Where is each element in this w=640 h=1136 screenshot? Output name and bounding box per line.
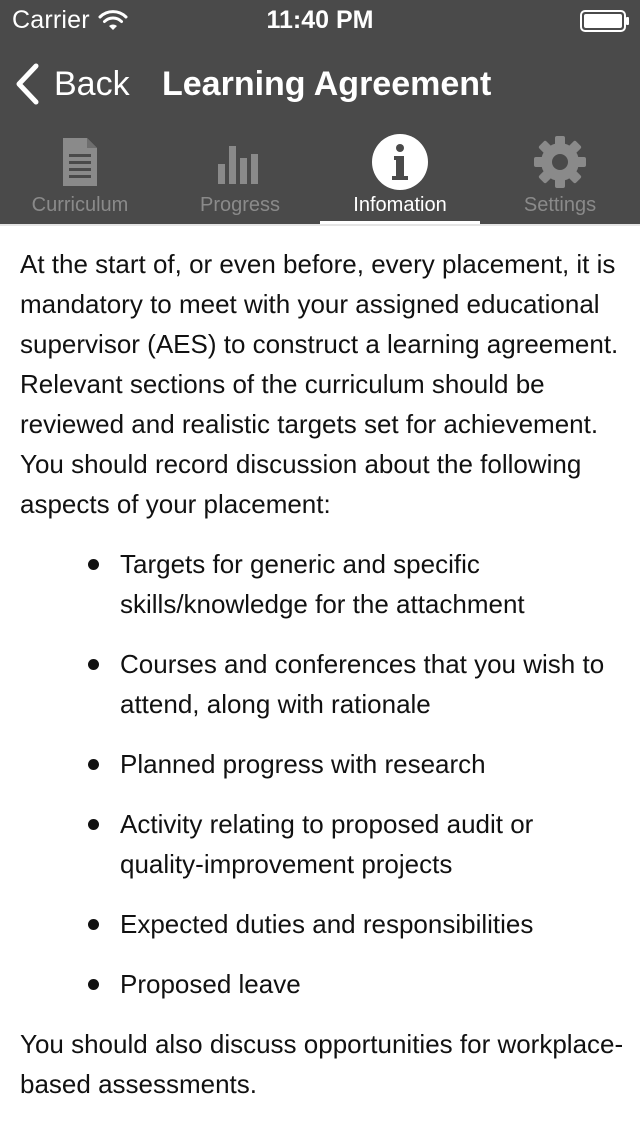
chevron-left-icon (14, 63, 40, 105)
information-content (20, 244, 624, 1104)
gear-icon (530, 132, 590, 192)
navigation-bar (0, 40, 640, 128)
tab-label: Curriculum (31, 194, 129, 216)
tab-bar (0, 128, 640, 224)
tab-label: Settings (523, 194, 597, 216)
list-item-text: Planned progress with research (120, 749, 486, 779)
page-title: Learning Agreement (162, 65, 492, 103)
tab-label: Infomation (353, 194, 447, 216)
tab-curriculum[interactable] (0, 128, 160, 224)
bar-chart-icon (210, 132, 270, 192)
status-time: 11:40 PM (266, 6, 374, 34)
bullet-icon (88, 979, 99, 990)
status-bar (0, 0, 640, 40)
info-icon (370, 132, 430, 192)
list-item (20, 804, 624, 904)
list-item (20, 744, 624, 804)
carrier-label: Carrier (12, 6, 90, 34)
list-item-text: Targets for generic and specific skills/knowledge for the attachment (120, 549, 525, 619)
bullet-icon (88, 559, 99, 570)
intro-paragraph: At the start of, or even before, every placement, it is mandatory to meet with your assigned educational supervisor (AES) to construct a learning agreement. Relevant sections of the curriculum should be reviewed and realistic targets set for achievement. You should record discussion about the following aspects of your placement: (20, 249, 619, 519)
list-item-text: Expected duties and responsibilities (120, 909, 534, 939)
bullet-icon (88, 819, 99, 830)
header-divider (0, 224, 640, 226)
battery-icon (580, 10, 630, 32)
tab-progress[interactable] (160, 128, 320, 224)
back-label: Back (54, 64, 130, 103)
outro-paragraph: You should also discuss opportunities for workplace-based assessments. (20, 1029, 624, 1099)
list-item-text: Activity relating to proposed audit or quality-improvement projects (120, 809, 534, 879)
document-icon (50, 132, 110, 192)
list-item (20, 904, 624, 964)
list-item (20, 964, 624, 1024)
tab-settings[interactable] (480, 128, 640, 224)
header (0, 0, 640, 224)
list-item (20, 544, 624, 644)
back-button[interactable] (14, 40, 130, 128)
bullet-icon (88, 659, 99, 670)
bullet-icon (88, 919, 99, 930)
tab-information[interactable] (320, 128, 480, 224)
list-item (20, 644, 624, 744)
tab-label: Progress (199, 194, 281, 216)
bullet-icon (88, 759, 99, 770)
list-item-text: Courses and conferences that you wish to attend, along with rationale (120, 649, 605, 719)
aspects-list (20, 524, 624, 1024)
list-item-text: Proposed leave (120, 969, 301, 999)
